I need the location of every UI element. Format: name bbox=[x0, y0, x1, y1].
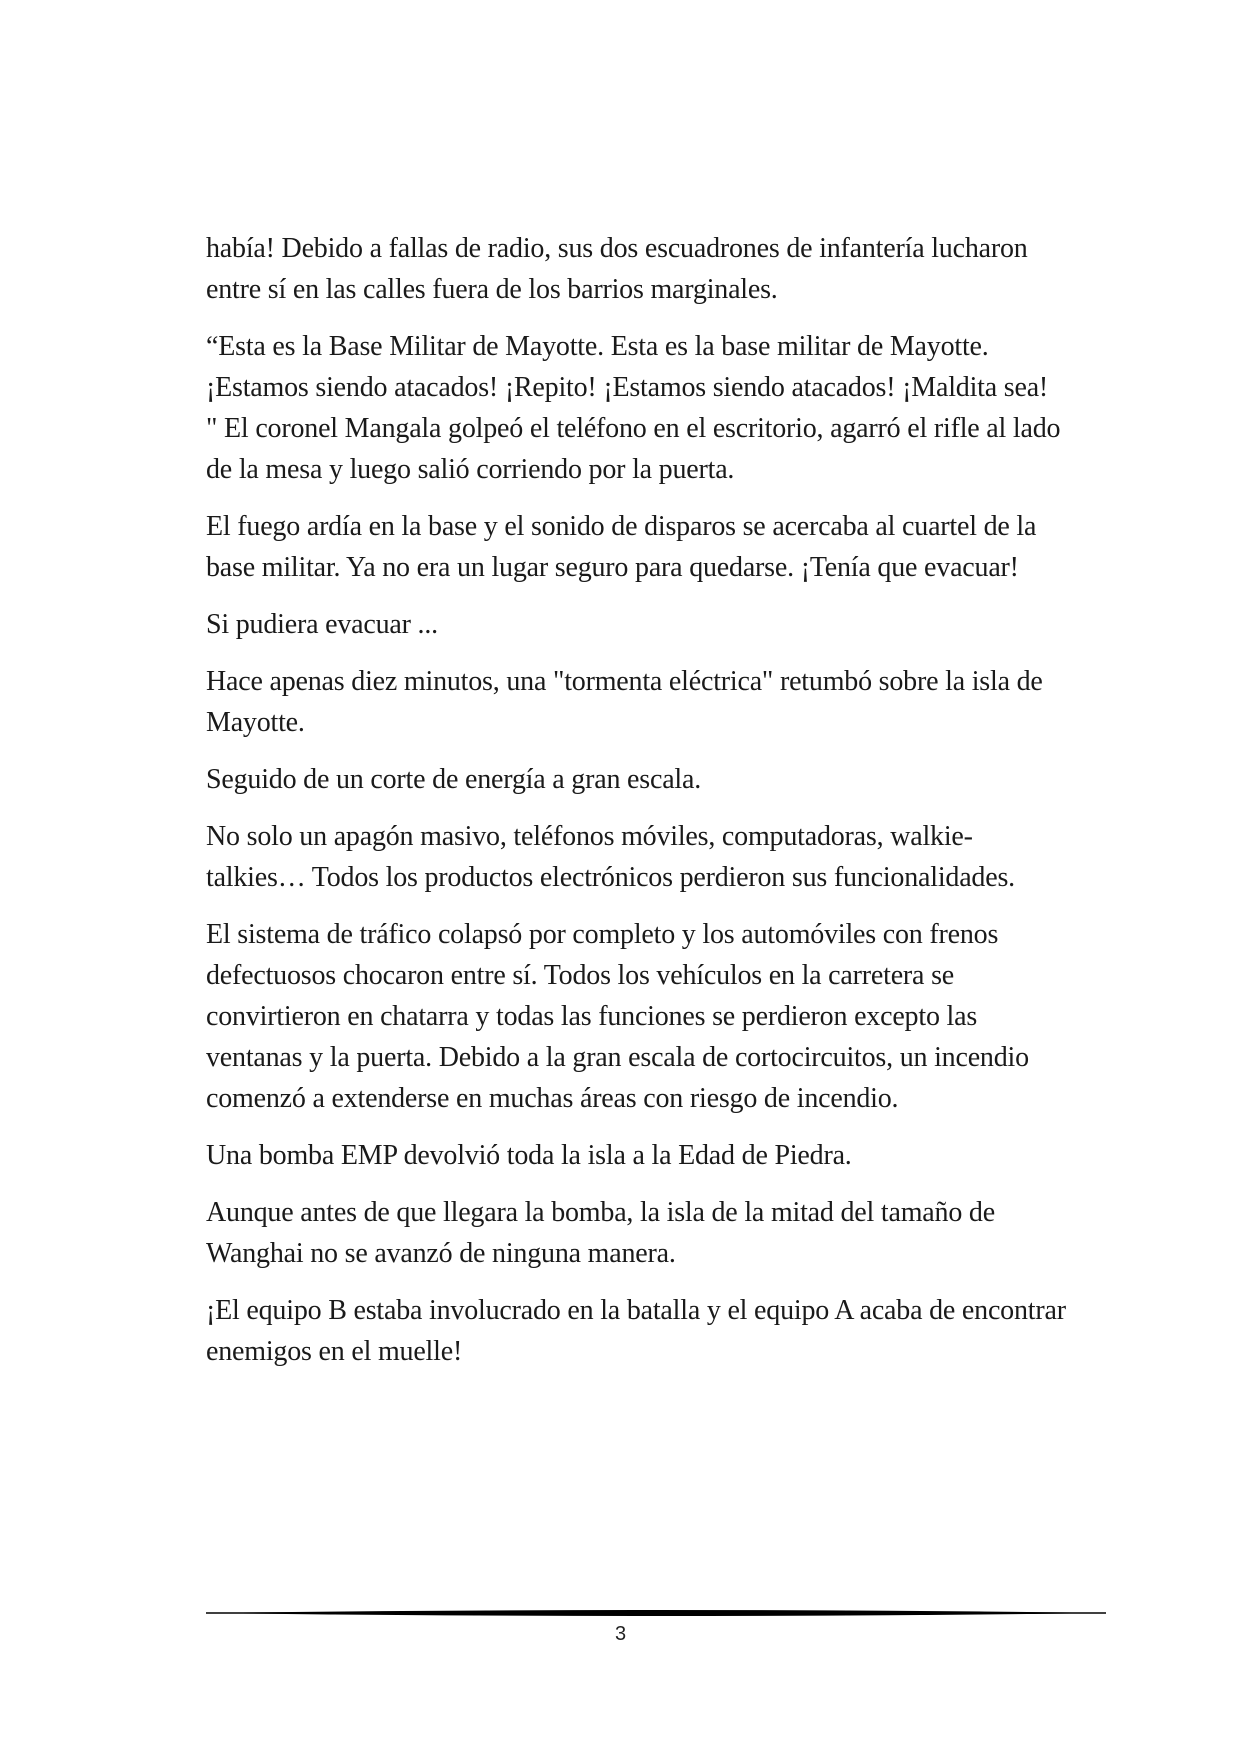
paragraph: Si pudiera evacuar ... bbox=[206, 609, 438, 640]
paragraph: “Esta es la Base Militar de Mayotte. Esta es la base militar de Mayotte. ¡Estamos siendo atacados! ¡Repito! ¡Estamos siendo atacados! ¡Maldita sea! " El coronel Mangala golpeó el teléfono en el escritorio, agarró el rifle al lado de la mesa y luego salió corriendo por la puerta. bbox=[206, 331, 1061, 485]
paragraph: había! Debido a fallas de radio, sus dos escuadrones de infantería lucharon entre sí en las calles fuera de los barrios marginales. bbox=[206, 233, 1028, 305]
page-number: 3 bbox=[614, 1623, 627, 1645]
paragraph: El sistema de tráfico colapsó por completo y los automóviles con frenos defectuosos chocaron entre sí. Todos los vehículos en la carretera se convirtieron en chatarra y todas las funciones se perdieron excepto las ventanas y la puerta. Debido a la gran escala de cortocircuitos, un incendio comenzó a extenderse en muchas áreas con riesgo de incendio. bbox=[206, 919, 1029, 1114]
page-body bbox=[206, 228, 1066, 1388]
paragraph: ¡El equipo B estaba involucrado en la batalla y el equipo A acaba de encontrar enemigos en el muelle! bbox=[206, 1295, 1066, 1367]
paragraph: Una bomba EMP devolvió toda la isla a la Edad de Piedra. bbox=[206, 1140, 852, 1171]
paragraph: El fuego ardía en la base y el sonido de disparos se acercaba al cuartel de la base militar. Ya no era un lugar seguro para quedarse. ¡Tenía que evacuar! bbox=[206, 511, 1037, 583]
paragraph: Seguido de un corte de energía a gran escala. bbox=[206, 764, 702, 795]
paragraph: No solo un apagón masivo, teléfonos móviles, computadoras, walkie-talkies… Todos los productos electrónicos perdieron sus funcionalidades. bbox=[206, 821, 1015, 893]
paragraph: Hace apenas diez minutos, una "tormenta eléctrica" retumbó sobre la isla de Mayotte. bbox=[206, 666, 1043, 738]
footer-divider bbox=[206, 1605, 1106, 1621]
paragraph: Aunque antes de que llegara la bomba, la isla de la mitad del tamaño de Wanghai no se avanzó de ninguna manera. bbox=[206, 1197, 995, 1269]
